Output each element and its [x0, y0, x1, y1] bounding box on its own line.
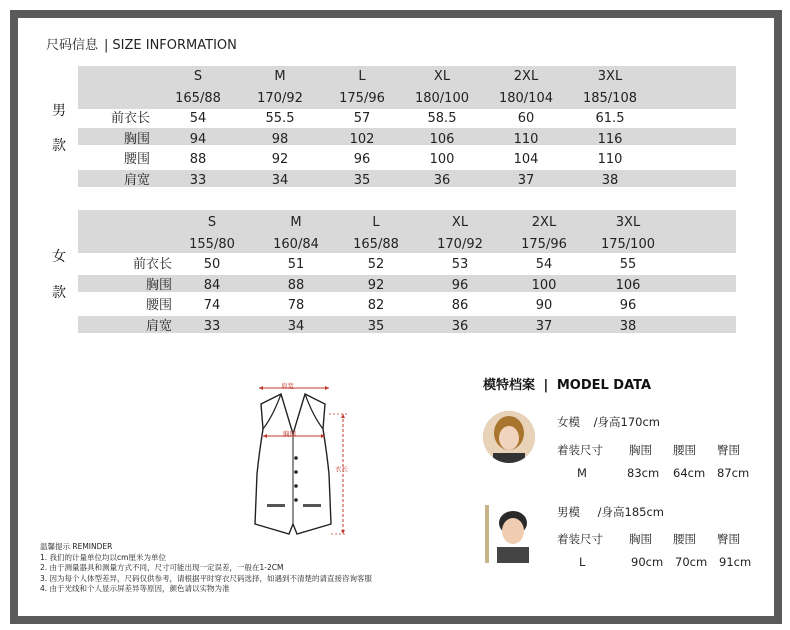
- row-label: 胸围: [123, 131, 150, 147]
- reminder-title: 温馨提示 REMINDER: [40, 542, 113, 551]
- height-header: 165/88: [353, 237, 399, 252]
- male-value-waist: 70cm: [675, 555, 708, 569]
- row-label: 腰围: [145, 298, 172, 313]
- reminder-line-3: 3. 因为每个人体型差异，尺码仅供参考，请根据平时穿衣尺码选择，如遇到不清楚的请直接咨询客服: [40, 573, 373, 583]
- female-model-height: /身高170cm: [593, 415, 661, 429]
- table-cell: 96: [619, 298, 637, 313]
- table-cell: 86: [451, 298, 469, 313]
- table-cell: 78: [287, 298, 305, 313]
- table-cell: 60: [517, 111, 535, 126]
- model-title-en: MODEL DATA: [556, 378, 652, 393]
- size-header: L: [358, 69, 366, 84]
- table-cell: 100: [429, 152, 455, 167]
- female-header-size: 着装尺寸: [557, 443, 603, 457]
- table-cell: 88: [287, 277, 305, 293]
- table-cell: 88: [189, 152, 207, 167]
- reminder-line-4: 4. 由于光线和个人显示屏差异等原因，颜色请以实物为准: [40, 584, 230, 593]
- length-label: 衣长: [335, 465, 348, 473]
- male-value-size: L: [579, 555, 586, 569]
- table-cell: 110: [597, 152, 623, 167]
- height-header: 165/88: [175, 91, 221, 106]
- male-header-chest: 胸围: [629, 532, 652, 546]
- table-cell: 96: [353, 152, 371, 167]
- male-model-avatar: [483, 503, 539, 563]
- row-label: 腰围: [123, 152, 150, 167]
- row-label: 肩宽: [145, 318, 172, 334]
- female-header-waist: 腰围: [673, 443, 696, 457]
- table-cell: 61.5: [595, 111, 625, 126]
- size-header: S: [207, 215, 217, 230]
- table-cell: 38: [619, 318, 637, 334]
- table-cell: 54: [189, 111, 207, 126]
- table-cell: 116: [597, 131, 623, 147]
- table-cell: 92: [367, 277, 385, 293]
- table-cell: 38: [601, 172, 619, 188]
- height-header: 175/96: [339, 91, 385, 106]
- table-cell: 34: [271, 172, 289, 188]
- table-cell: 100: [531, 277, 557, 293]
- height-header: 175/96: [521, 237, 567, 252]
- table-cell: 36: [433, 172, 451, 188]
- male-value-chest: 90cm: [631, 555, 664, 569]
- size-header: 2XL: [531, 215, 557, 230]
- table-cell: 92: [271, 152, 289, 167]
- table-cell: 57: [353, 111, 371, 126]
- table-cell: 33: [203, 318, 221, 334]
- reminder-line-1: 1. 我们的计量单位均以cm厘米为单位: [40, 552, 166, 562]
- model-data-title: 模特档案 | MODEL DATA: [483, 378, 652, 393]
- female-value-waist: 64cm: [673, 466, 706, 480]
- shoulder-label: 肩宽: [281, 382, 294, 390]
- table-cell: 84: [203, 277, 221, 293]
- table-cell: 106: [615, 277, 641, 293]
- table-cell: 53: [451, 257, 469, 272]
- height-header: 155/80: [189, 237, 235, 252]
- male-header-size: 着装尺寸: [557, 532, 603, 546]
- size-header: L: [372, 215, 380, 230]
- vest-diagram: [223, 374, 363, 544]
- table-cell: 55.5: [265, 111, 295, 126]
- table-cell: 110: [513, 131, 539, 147]
- male-model-info: [557, 504, 664, 520]
- table-cell: 36: [451, 318, 469, 334]
- table-cell: 106: [429, 131, 455, 147]
- table-cell: 58.5: [427, 111, 457, 126]
- female-gender-label-2: 款: [52, 285, 66, 301]
- row-label: 胸围: [145, 277, 172, 293]
- female-header-chest: 胸围: [629, 443, 652, 457]
- height-header: 170/92: [437, 237, 483, 252]
- table-cell: 94: [189, 131, 207, 147]
- table-cell: 74: [203, 298, 221, 313]
- table-cell: 52: [367, 257, 385, 272]
- size-header: 3XL: [597, 69, 623, 84]
- height-header: 185/108: [582, 91, 637, 106]
- female-gender-label-1: 女: [52, 249, 66, 265]
- reminder-line-2: 2. 由于测量器具和测量方式不同，尺寸可能出现一定误差，一般在1-2CM: [40, 563, 284, 572]
- size-header: XL: [433, 69, 451, 84]
- size-header: 2XL: [513, 69, 539, 84]
- male-gender-label-2: 款: [52, 138, 66, 154]
- female-model-avatar: [483, 411, 535, 463]
- row-label: 前衣长: [132, 257, 172, 272]
- table-cell: 35: [367, 318, 385, 334]
- male-value-hip: 91cm: [719, 555, 752, 569]
- female-value-chest: 83cm: [627, 466, 660, 480]
- table-cell: 104: [513, 152, 539, 167]
- table-cell: 37: [535, 318, 553, 334]
- header-en: SIZE INFORMATION: [112, 38, 237, 53]
- female-header-hip: 臀围: [717, 443, 740, 457]
- model-title-cn: 模特档案: [483, 378, 536, 393]
- size-header: XL: [451, 215, 469, 230]
- table-cell: 82: [367, 298, 385, 313]
- page-header: 尺码信息 | SIZE INFORMATION: [46, 38, 237, 53]
- table-cell: 34: [287, 318, 305, 334]
- table-cell: 33: [189, 172, 207, 188]
- table-cell: 54: [535, 257, 553, 272]
- female-model-info: [557, 414, 660, 430]
- table-cell: 98: [271, 131, 289, 147]
- male-model-height: /身高185cm: [597, 505, 665, 519]
- height-header: 180/104: [498, 91, 553, 106]
- row-label: 前衣长: [110, 111, 150, 126]
- table-cell: 96: [451, 277, 469, 293]
- row-label: 肩宽: [123, 172, 150, 188]
- female-value-size: M: [577, 466, 587, 480]
- size-header: S: [193, 69, 203, 84]
- height-header: 180/100: [414, 91, 469, 106]
- female-value-hip: 87cm: [717, 466, 750, 480]
- table-cell: 90: [535, 298, 553, 313]
- table-cell: 35: [353, 172, 371, 188]
- table-cell: 50: [203, 257, 221, 272]
- table-cell: 55: [619, 257, 637, 272]
- female-model-name: 女模: [557, 415, 580, 429]
- male-gender-label-1: 男: [52, 103, 66, 119]
- height-header: 160/84: [273, 237, 319, 252]
- table-cell: 37: [517, 172, 535, 188]
- height-header: 175/100: [600, 237, 655, 252]
- size-header: M: [274, 69, 286, 84]
- reminder-block: [40, 542, 480, 595]
- size-header: 3XL: [615, 215, 641, 230]
- chest-label: 胸围: [283, 430, 296, 438]
- header-cn: 尺码信息: [46, 38, 99, 53]
- male-model-name: 男模: [557, 505, 580, 519]
- page-frame: [10, 10, 782, 624]
- height-header: 170/92: [257, 91, 303, 106]
- size-header: M: [290, 215, 302, 230]
- table-cell: 102: [349, 131, 375, 147]
- male-header-hip: 臀围: [717, 532, 740, 546]
- male-header-waist: 腰围: [673, 532, 696, 546]
- table-cell: 51: [287, 257, 305, 272]
